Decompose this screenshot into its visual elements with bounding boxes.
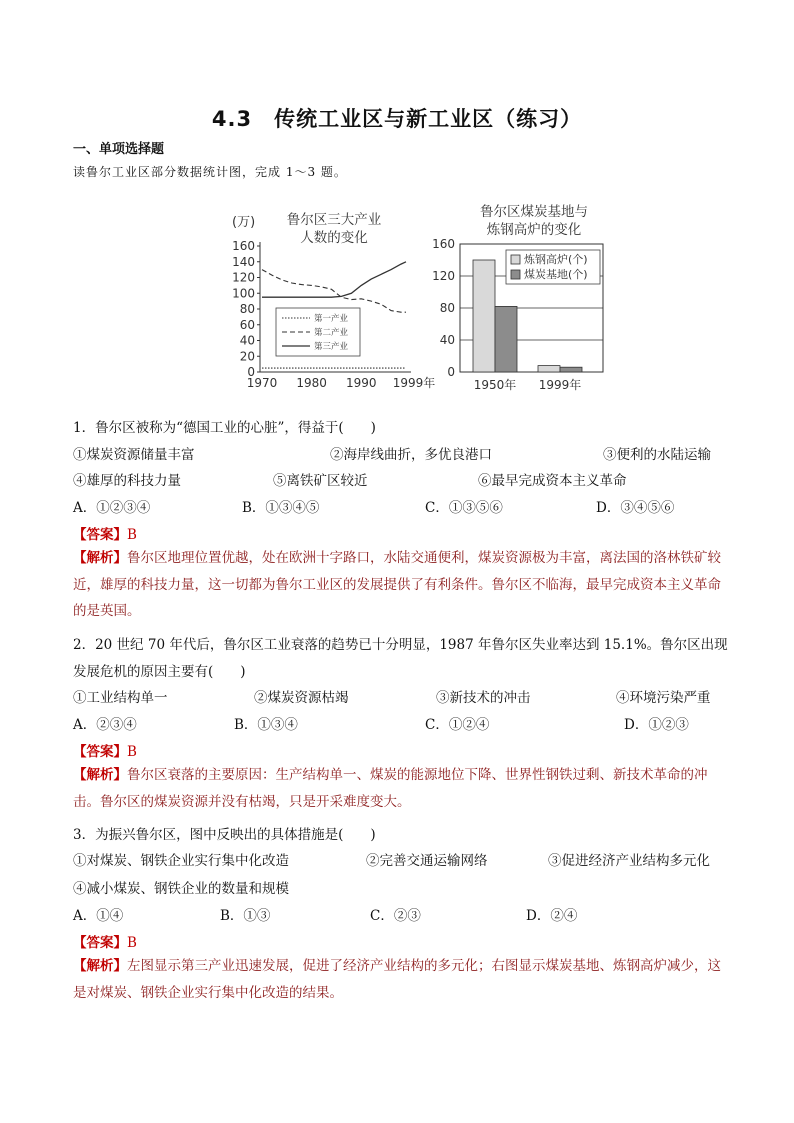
right-ytick-label: 80 bbox=[439, 301, 455, 315]
q2-analysis bbox=[73, 762, 733, 815]
q3-option-b: B．①③ bbox=[220, 908, 271, 924]
legend-label-furnace: 炼钢高炉(个) bbox=[524, 253, 588, 266]
left-ytick-label: 40 bbox=[239, 333, 255, 348]
bar-coal-1950年 bbox=[495, 306, 517, 372]
left-ytick-label: 160 bbox=[232, 239, 255, 253]
q2-item-2: ②煤炭资源枯竭 bbox=[254, 690, 349, 706]
q3-item-2: ②完善交通运输网络 bbox=[366, 853, 488, 869]
q1-option-b: B．①③④⑤ bbox=[242, 500, 320, 516]
q3-analysis bbox=[73, 953, 733, 1006]
legend-label-coal: 煤炭基地(个) bbox=[524, 268, 588, 281]
q3-answer-tag: 【答案】 bbox=[73, 935, 127, 951]
right-ytick-label: 0 bbox=[447, 365, 455, 379]
q1-option-d: D．③④⑤⑥ bbox=[596, 500, 675, 516]
q1-item-6: ⑥最早完成资本主义革命 bbox=[478, 473, 627, 489]
q3-option-c: C．②③ bbox=[370, 908, 421, 924]
q3-analysis-text: 左图显示第三产业迅速发展，促进了经济产业结构的多元化；右图显示煤炭基地、炼钢高炉减少，这是对煤炭、钢铁企业实行集中化改造的结果。 bbox=[73, 958, 721, 1001]
q1-option-c: C．①③⑤⑥ bbox=[425, 500, 503, 516]
q2-stem-line2: 发展危机的原因主要有( ) bbox=[73, 664, 246, 680]
bar-coal-1999年 bbox=[560, 367, 582, 372]
right-chart-title-line2: 炼钢高炉的变化 bbox=[486, 222, 582, 238]
section-heading: 一、单项选择题 bbox=[73, 142, 165, 157]
q1-item-4: ④雄厚的科技力量 bbox=[73, 473, 181, 489]
q2-answer-value: B bbox=[127, 744, 137, 760]
left-ytick-label: 80 bbox=[239, 302, 255, 316]
left-xtick-label: 1980 bbox=[296, 376, 327, 390]
q1-analysis bbox=[73, 545, 733, 625]
q3-item-1: ①对煤炭、钢铁企业实行集中化改造 bbox=[73, 853, 289, 869]
intro-text: 读鲁尔工业区部分数据统计图，完成 1～3 题。 bbox=[73, 165, 347, 179]
q3-stem: 3．为振兴鲁尔区，图中反映出的具体措施是( ) bbox=[73, 827, 376, 843]
left-ytick-label: 0 bbox=[247, 365, 255, 379]
left-xtick-label: 1970 bbox=[246, 376, 278, 390]
left-ytick-label: 60 bbox=[239, 317, 255, 332]
bar-furnace-1950年 bbox=[473, 260, 495, 372]
left-chart-title-line2: 人数的变化 bbox=[300, 230, 368, 246]
q2-answer bbox=[73, 740, 137, 760]
left-ytick-label: 100 bbox=[232, 286, 255, 301]
q1-analysis-tag: 【解析】 bbox=[73, 550, 127, 566]
q2-item-1: ①工业结构单一 bbox=[73, 690, 168, 706]
q2-analysis-text: 鲁尔区衰落的主要原因：生产结构单一、煤炭的能源地位下降、世界性钢铁过剩、新技术革命的冲击。鲁尔区的煤炭资源并没有枯竭，只是开采难度变大。 bbox=[73, 767, 708, 810]
q3-answer bbox=[73, 931, 137, 951]
q3-analysis-tag: 【解析】 bbox=[73, 958, 127, 974]
q2-option-c: C．①②④ bbox=[425, 717, 490, 733]
q3-option-d: D．②④ bbox=[526, 908, 578, 924]
q3-item-3: ③促进经济产业结构多元化 bbox=[548, 853, 710, 869]
page-title: 4.3 传统工业区与新工业区（练习） bbox=[211, 107, 583, 131]
right-chart-title-line1: 鲁尔区煤炭基地与 bbox=[480, 204, 588, 220]
legend-label-primary: 第一产业 bbox=[314, 314, 349, 324]
legend-label-tertiary: 第三产业 bbox=[314, 342, 349, 352]
left-ytick-label: 20 bbox=[239, 349, 255, 364]
right-ytick-label: 40 bbox=[439, 333, 455, 347]
q1-item-3: ③便利的水陆运输 bbox=[603, 447, 711, 463]
left-xtick-label: 1999年 bbox=[392, 376, 436, 390]
bar-furnace-1999年 bbox=[538, 366, 560, 372]
q3-item-4: ④减小煤炭、钢铁企业的数量和规模 bbox=[73, 881, 289, 897]
q1-analysis-text: 鲁尔区地理位置优越，处在欧洲十字路口，水陆交通便利，煤炭资源极为丰富，离法国的洛林铁矿较近，雄厚的科技力量，这一切都为鲁尔工业区的发展提供了有利条件。鲁尔区不临海，最早完成资本主义革命的是英国。 bbox=[73, 550, 721, 619]
q2-analysis-tag: 【解析】 bbox=[73, 767, 127, 783]
left-y-unit: (万) bbox=[232, 215, 256, 230]
legend-swatch-coal bbox=[511, 270, 520, 279]
q1-answer-tag: 【答案】 bbox=[73, 527, 127, 543]
q2-option-a: A．②③④ bbox=[73, 717, 137, 733]
q1-item-2: ②海岸线曲折，多优良港口 bbox=[330, 447, 492, 463]
q1-answer-value: B bbox=[127, 527, 137, 543]
right-ytick-label: 160 bbox=[432, 237, 455, 251]
legend-label-secondary: 第二产业 bbox=[314, 328, 349, 338]
q2-answer-tag: 【答案】 bbox=[73, 744, 127, 760]
legend-swatch-furnace bbox=[511, 255, 520, 264]
q2-item-3: ③新技术的冲击 bbox=[436, 690, 531, 706]
q1-stem: 1．鲁尔区被称为“德国工业的心脏”，得益于( ) bbox=[73, 420, 376, 436]
left-ytick-label: 140 bbox=[232, 254, 255, 269]
q1-item-5: ⑤离铁矿区较近 bbox=[273, 473, 368, 489]
q3-option-a: A．①④ bbox=[73, 908, 124, 924]
right-xtick-label: 1999年 bbox=[538, 378, 582, 392]
q2-option-b: B．①③④ bbox=[234, 717, 298, 733]
right-ytick-label: 120 bbox=[432, 269, 455, 283]
q2-option-d: D．①②③ bbox=[624, 717, 689, 733]
chart-figure bbox=[226, 200, 616, 396]
q2-stem-line1: 2．20 世纪 70 年代后，鲁尔区工业衰落的趋势已十分明显，1987 年鲁尔区失业率达到 15.1%。鲁尔区出现 bbox=[73, 637, 728, 653]
q1-option-a: A．①②③④ bbox=[73, 500, 151, 516]
q2-item-4: ④环境污染严重 bbox=[616, 690, 711, 706]
left-chart-title-line1: 鲁尔区三大产业 bbox=[286, 212, 382, 228]
q3-answer-value: B bbox=[127, 935, 137, 951]
q1-item-1: ①煤炭资源储量丰富 bbox=[73, 447, 195, 463]
q1-answer bbox=[73, 523, 137, 543]
left-ytick-label: 120 bbox=[232, 270, 255, 285]
left-xtick-label: 1990 bbox=[346, 376, 377, 390]
right-xtick-label: 1950年 bbox=[473, 378, 517, 392]
